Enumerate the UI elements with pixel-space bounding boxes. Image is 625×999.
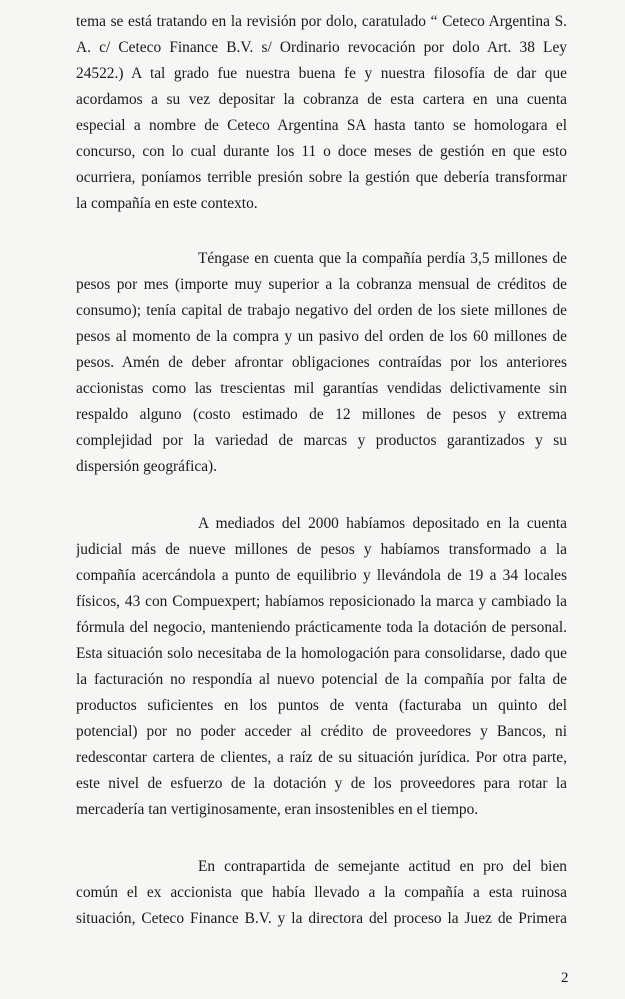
text-line: físicos, 43 con Compuexpert; habíamos reposicionado la marca y cambiado la bbox=[76, 593, 567, 610]
text-line: accionistas como las trescientas mil garantías vendidas delictivamente sin bbox=[76, 380, 567, 397]
text-line: concurso, con lo cual durante los 11 o doce meses de gestión en que esto bbox=[76, 143, 567, 160]
text-line: Esta situación solo necesitaba de la homologación para consolidarse, dado que bbox=[76, 645, 567, 662]
text-line: 24522.) A tal grado fue nuestra buena fe y nuestra filosofía de dar que bbox=[76, 65, 567, 82]
text-line: la facturación no respondía al nuevo potencial de la compañía por falta de bbox=[76, 671, 567, 688]
text-line: dispersión geográfica). bbox=[76, 458, 218, 475]
text-line: acordamos a su vez depositar la cobranza de esta cartera en una cuenta bbox=[76, 91, 567, 108]
text-line: tema se está tratando en la revisión por dolo, caratulado “ Ceteco Argentina S. bbox=[76, 13, 567, 30]
text-line: potencial) por no poder acceder al crédito de proveedores y Bancos, ni bbox=[76, 723, 567, 740]
text-line: este nivel de esfuerzo de la dotación y de los proveedores para rotar la bbox=[76, 775, 567, 792]
text-line: la compañía en este contexto. bbox=[76, 195, 258, 212]
text-line: situación, Ceteco Finance B.V. y la directora del proceso la Juez de Primera bbox=[76, 910, 567, 927]
text-line: especial a nombre de Ceteco Argentina SA hasta tanto se homologara el bbox=[76, 117, 567, 134]
text-line: mercadería tan vertiginosamente, eran insostenibles en el tiempo. bbox=[76, 801, 479, 818]
text-line: En contrapartida de semejante actitud en pro del bien bbox=[198, 858, 567, 875]
text-line: fórmula del negocio, manteniendo prácticamente toda la dotación de personal. bbox=[76, 619, 567, 636]
text-line: Téngase en cuenta que la compañía perdía 3,5 millones de bbox=[198, 250, 567, 267]
text-line: judicial más de nueve millones de pesos y habíamos transformado a la bbox=[76, 541, 567, 558]
text-line: consumo); tenía capital de trabajo negativo del orden de los siete millones de bbox=[76, 302, 567, 319]
text-line: común el ex accionista que había llevado a la compañía a esta ruinosa bbox=[76, 884, 567, 901]
text-line: productos suficientes en los puntos de venta (facturaba un quinto del bbox=[76, 697, 567, 714]
text-line: compañía acercándola a punto de equilibrio y llevándola de 19 a 34 locales bbox=[76, 567, 567, 584]
text-line: pesos. Amén de deber afrontar obligaciones contraídas por los anteriores bbox=[76, 354, 567, 371]
text-line: A mediados del 2000 habíamos depositado en la cuenta bbox=[198, 515, 567, 532]
text-line: ocurriera, poníamos terrible presión sobre la gestión que debería transformar bbox=[76, 169, 567, 186]
text-line: A. c/ Ceteco Finance B.V. s/ Ordinario revocación por dolo Art. 38 Ley bbox=[76, 39, 567, 56]
text-line: pesos al momento de la compra y un pasivo del orden de los 60 millones de bbox=[76, 328, 567, 345]
text-line: pesos por mes (importe muy superior a la cobranza mensual de créditos de bbox=[76, 276, 567, 293]
text-line: redescontar cartera de clientes, a raíz de su situación jurídica. Por otra parte, bbox=[76, 749, 567, 766]
page-number: 2 bbox=[561, 970, 569, 986]
text-line: respaldo alguno (costo estimado de 12 millones de pesos y extrema bbox=[76, 406, 567, 423]
text-line: complejidad por la variedad de marcas y productos garantizados y su bbox=[76, 432, 567, 449]
